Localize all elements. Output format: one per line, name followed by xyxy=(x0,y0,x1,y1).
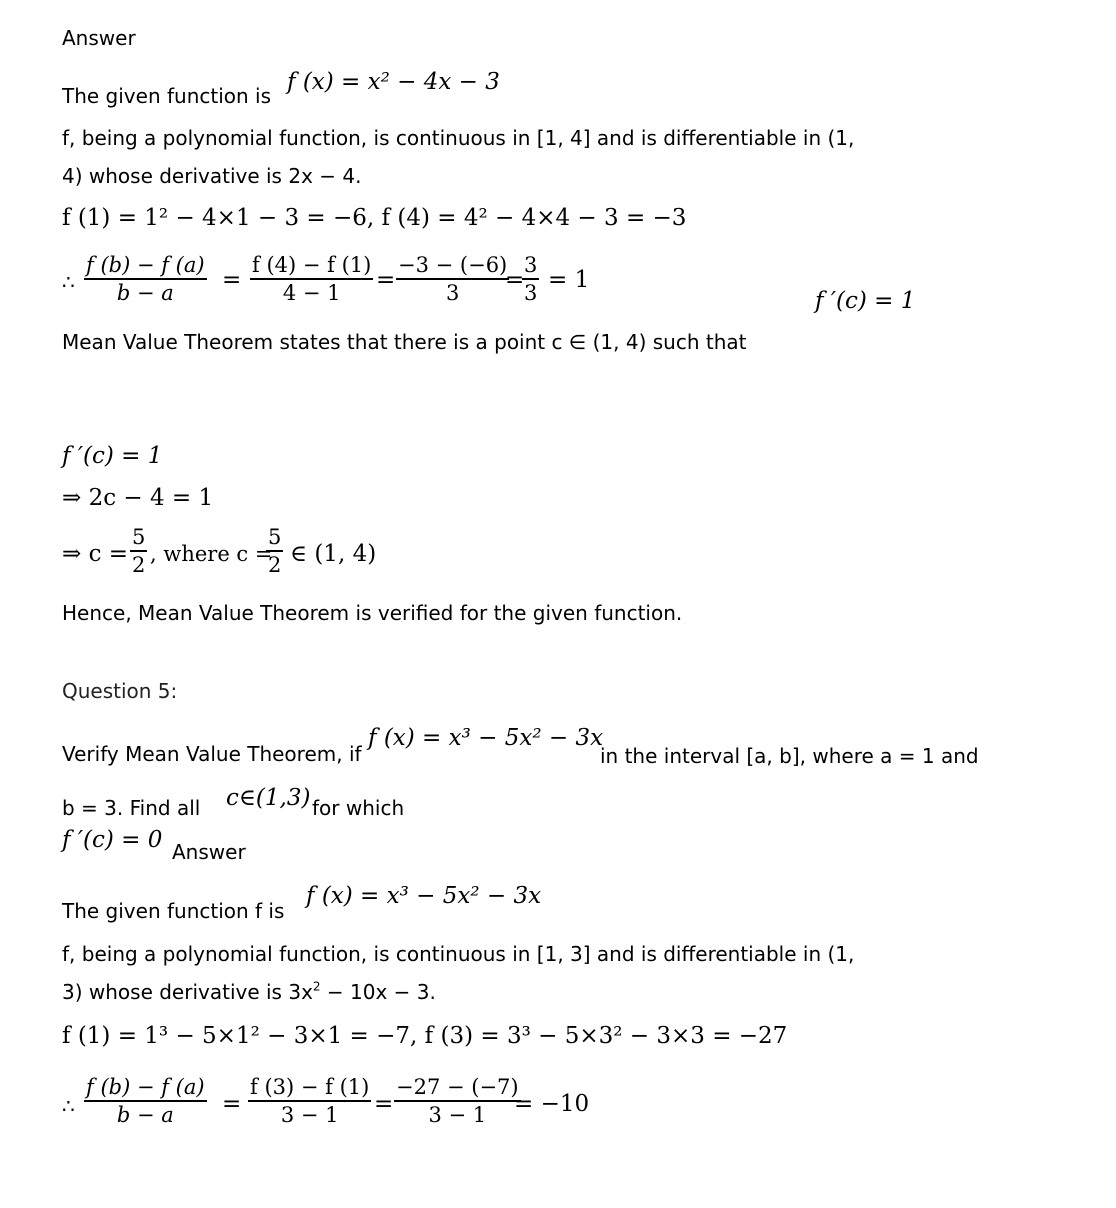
mvt-ratio-values-fraction xyxy=(250,252,373,306)
continuity-line-2: 3) whose derivative is $3x^2 - 10x - 3$. xyxy=(62,979,436,1004)
solution-fraction-2 xyxy=(266,524,283,578)
fraction-denominator: 3 − 1 xyxy=(428,1103,487,1127)
solution-fraction xyxy=(130,524,147,578)
mvt-ratio-fraction xyxy=(84,252,207,306)
fraction-denominator: 2 xyxy=(268,553,282,577)
ratio-result-2: = −10 xyxy=(514,1091,590,1117)
question-5-interval: c∈(1,3) xyxy=(226,785,311,811)
therefore-symbol: ∴ xyxy=(62,1094,75,1118)
mvt-ratio-numeric-fraction-2 xyxy=(394,1074,521,1128)
fraction-numerator: f (4) − f (1) xyxy=(250,252,373,280)
equals-sign: = xyxy=(374,1091,394,1117)
question-5-heading: Question 5: xyxy=(62,679,178,703)
mvt-ratio-fraction-2 xyxy=(84,1074,207,1128)
fraction-numerator: 3 xyxy=(522,252,539,280)
fraction-numerator: −3 − (−6) xyxy=(396,252,509,280)
answer-heading: Answer xyxy=(62,26,136,50)
derivative-result: f ′(c) = 1 xyxy=(815,288,916,314)
fraction-numerator: −27 − (−7) xyxy=(394,1074,521,1102)
fraction-numerator: 5 xyxy=(266,524,283,552)
fraction-denominator: b − a xyxy=(116,281,174,305)
step-solution-suffix: ∈ (1, 4) xyxy=(290,541,377,567)
step-solution-prefix: ⇒ c = xyxy=(62,541,129,567)
simplified-fraction xyxy=(522,252,539,306)
equals-sign: = xyxy=(222,267,242,293)
question-5-find-prefix: b = 3. Find all xyxy=(62,796,201,820)
equals-sign: = xyxy=(505,267,525,293)
step-linear-equation: ⇒ 2c − 4 = 1 xyxy=(62,485,214,511)
mvt-ratio-numeric-fraction xyxy=(396,252,509,306)
ratio-result: = 1 xyxy=(548,267,590,293)
continuity-line-1: f, being a polynomial function, is continuous in [1, 3] and is differentiable in (1, xyxy=(62,942,855,966)
function-values-2: f (1) = 1³ − 5×1² − 3×1 = −7, f (3) = 3³ − 5×3² − 3×3 = −27 xyxy=(62,1023,788,1049)
question-5-find-suffix: for which xyxy=(312,796,405,820)
fraction-numerator: f (b) − f (a) xyxy=(84,252,207,280)
fraction-numerator: f (b) − f (a) xyxy=(84,1074,207,1102)
fraction-denominator: 3 xyxy=(524,281,538,305)
answer-label: Answer xyxy=(172,840,246,864)
mvt-ratio-values-fraction-2 xyxy=(248,1074,371,1128)
equals-sign: = xyxy=(222,1091,242,1117)
question-5-condition: f ′(c) = 0 xyxy=(62,827,163,853)
question-5-function: f (x) = x³ − 5x² − 3x xyxy=(368,725,604,751)
fraction-numerator: f (3) − f (1) xyxy=(248,1074,371,1102)
function-expression-2: f (x) = x³ − 5x² − 3x xyxy=(306,883,542,909)
fraction-denominator: 3 xyxy=(445,281,460,305)
step-solution-middle: , where c = xyxy=(150,542,273,566)
fraction-denominator: 2 xyxy=(132,553,146,577)
mvt-statement: Mean Value Theorem states that there is a point c ∈ (1, 4) such that xyxy=(62,330,747,354)
fraction-numerator: 5 xyxy=(130,524,147,552)
therefore-symbol: ∴ xyxy=(62,270,75,294)
conclusion: Hence, Mean Value Theorem is verified for the given function. xyxy=(62,601,683,625)
fraction-denominator: 3 − 1 xyxy=(280,1103,339,1127)
function-intro-2: The given function f is xyxy=(62,899,285,923)
step-derivative-equals: f ′(c) = 1 xyxy=(62,443,163,469)
function-expression: f (x) = x² − 4x − 3 xyxy=(287,69,500,95)
fraction-denominator: b − a xyxy=(116,1103,174,1127)
continuity-line-2: 4) whose derivative is 2x − 4. xyxy=(62,164,362,188)
function-intro: The given function is xyxy=(62,84,272,108)
fraction-denominator: 4 − 1 xyxy=(282,281,341,305)
equals-sign: = xyxy=(376,267,396,293)
function-values: f (1) = 1² − 4×1 − 3 = −6, f (4) = 4² − 4×4 − 3 = −3 xyxy=(62,205,687,231)
question-5-suffix: in the interval [a, b], where a = 1 and xyxy=(600,744,979,768)
continuity-line-1: f, being a polynomial function, is continuous in [1, 4] and is differentiable in (1, xyxy=(62,126,855,150)
question-5-prefix: Verify Mean Value Theorem, if xyxy=(62,742,362,766)
